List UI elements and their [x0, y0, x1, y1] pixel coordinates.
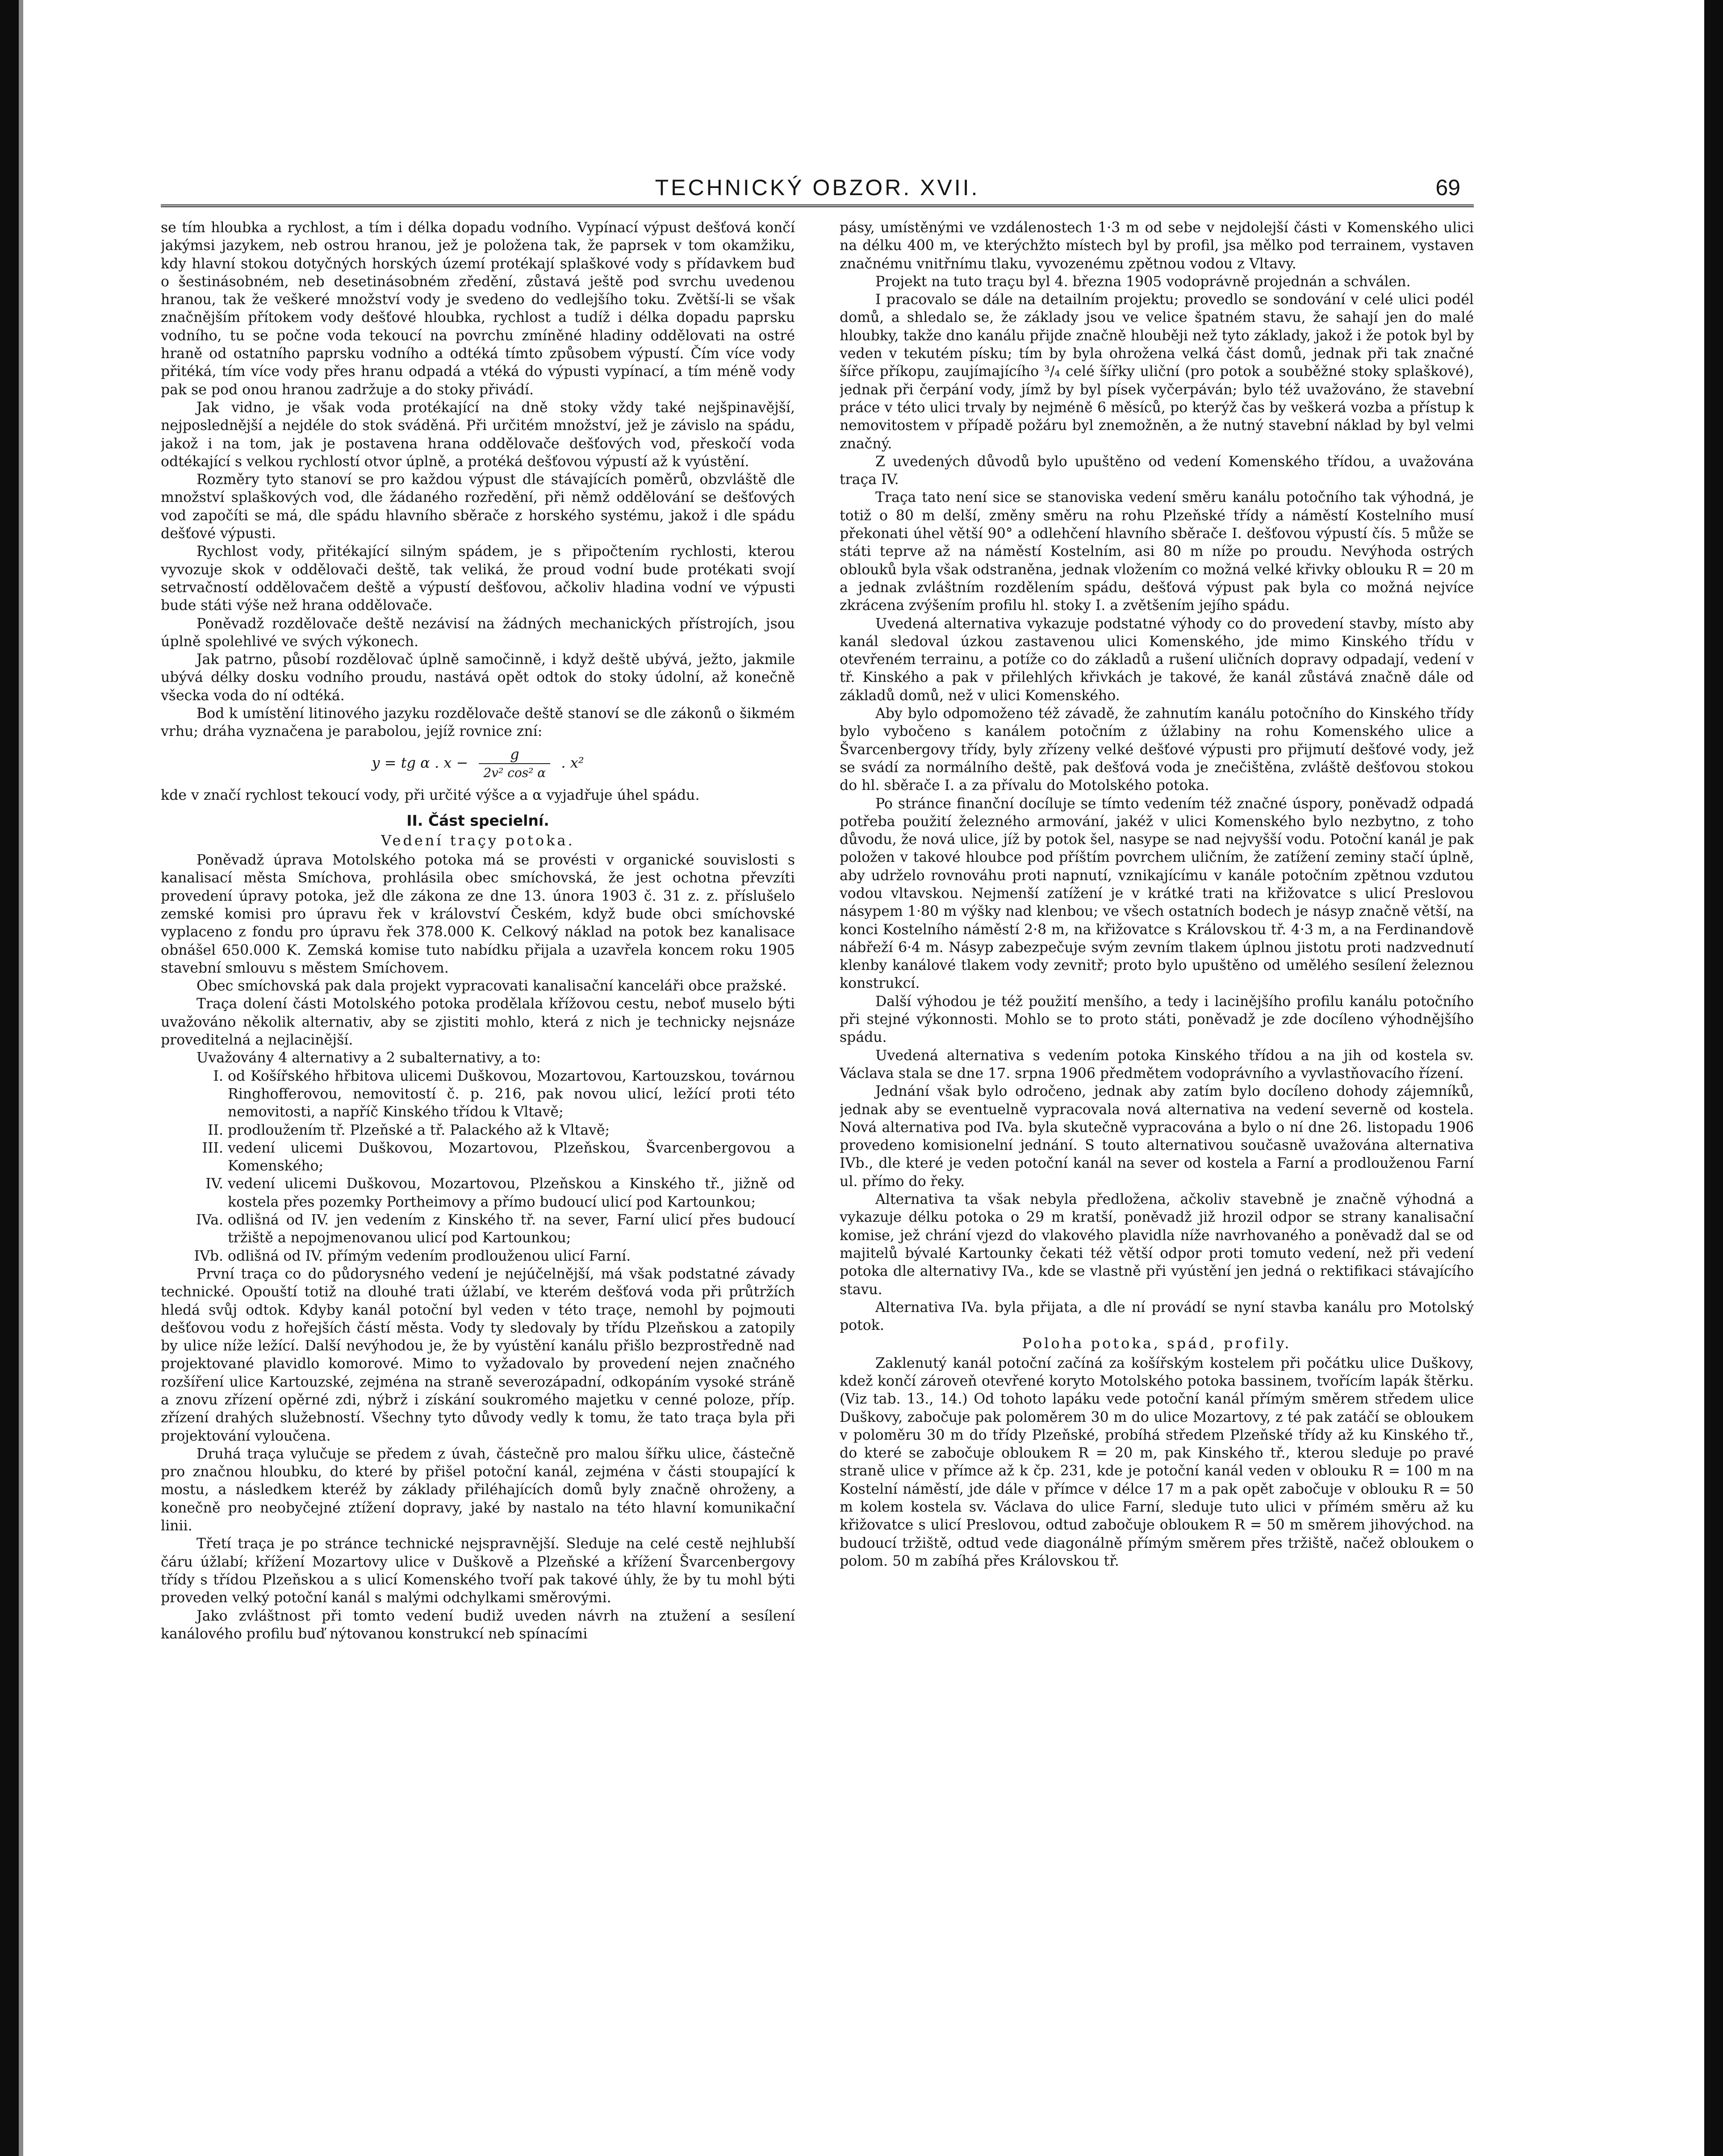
paragraph: Uvažovány 4 alternativy a 2 subalternativy, a to: — [197, 1050, 541, 1066]
journal-title: TECHNICKÝ OBZOR. XVII. — [655, 175, 980, 200]
list-item-label: III. — [202, 1140, 223, 1156]
paragraph: Uvedená alternativa vykazuje podstatné výhody co do provedení stavby, místo aby kanál sledoval úzkou zastavenou ulici Komenského, jde mimo Kinského třídu v otevřeném terrainu, a potíže co do základů a rušení uličních dopravy odpadají, vedení v tř. Kinského a pak v přilehlých křivkách je takové, že kanál zůstává značně dále od základů domů, než v ulici Komenského. — [840, 615, 1474, 704]
equation-fraction — [479, 745, 550, 782]
journal-page — [161, 174, 1474, 1938]
page-number: 69 — [1435, 175, 1460, 200]
paragraph: Rychlost vody, přitékající silným spádem, je s připočtením rychlosti, kterou vyvozuje skok v oddělovači deště, tak veliká, že proud vodní bude protékati svojí setrvačností oddělovačem deště a výpustí dešťovou, ačkoliv hladina vodní ve výpusti bude státi výše než hrana oddělovače. — [161, 543, 795, 614]
paragraph: Zaklenutý kanál potoční začíná za košířským kostelem při počátku ulice Duškovy, kdež končí zároveň otevřené koryto Motolského potoka bassinem, tvořícím lapák štěrku. (Viz tab. 13., 14.) Od tohoto lapáku vede potoční kanál přímým směrem středem ulice Duškovy, zabočuje pak poloměrem 30 m do ulice Mozartovy, z té pak zatáčí se obloukem v poloměru 30 m do třídy Plzeňské, probíhá středem Plzeňské třídy až ku Kinského tř., do které se zabočuje obloukem R = 20 m, pak Kinského tř., kterou sleduje po pravé straně ulice v přímce až k čp. 231, kde je potoční kanál veden v oblouku R = 100 m na Kostelní náměstí, jde dále v přímce v délce 17 m a pak opět zabočuje v oblouku R = 50 m kolem kostela sv. Václava do ulice Farní, sleduje tuto ulici v přímém směru až ku křižovatce s ulicí Preslovou, odtud zabočuje obloukem R = 50 m směrem jihovýchod. na budoucí tržiště, odtud vede diagonálně přímým směrem přes tržiště, načež obloukem o polom. 50 m zabíhá přes Královskou tř. — [840, 1355, 1474, 1569]
paragraph: Jak patrno, působí rozdělovač úplně samočinně, i když deště ubývá, ježto, jakmile ubývá délky dosku vodního proudu, nastává opět odtok do stoky údolní, až konečně všecka voda do ní odtéká. — [161, 652, 795, 704]
paragraph: Poněvadž rozdělovače deště nezávisí na žádných mechanických přístrojích, jsou úplně spolehlivé ve svých výkonech. — [161, 615, 795, 650]
paragraph: Bod k umístění litinového jazyku rozdělovače deště stanoví se dle zákonů o šikmém vrhu; dráha vyznačena je parabolou, jejíž rovnice zní: — [161, 706, 795, 740]
scan-border-right — [1704, 0, 1723, 2156]
list-item — [161, 1121, 795, 1139]
list-item-text: odlišná od IV. přímým vedením prodlouženou ulicí Farní. — [228, 1248, 631, 1264]
list-item-text: vedení ulicemi Duškovou, Mozartovou, Plzeňskou a Kinského tř., jižně od kostela přes pozemky Portheimovy a přímo budoucí ulicí pod Kartounkou; — [228, 1176, 795, 1210]
equation-lhs: y = tg α . x − — [372, 754, 468, 771]
paragraph: I pracovalo se dále na detailním projektu; provedlo se sondování v celé ulici podél domů, a shledalo se, že základy jsou ve velice špatném stavu, že sahají jen do malé hloubky, takže dno kanálu přijde značně hlouběji než tyto základy, jakož i že potok byl by veden v tekutém písku; tím by byla ohrožena velká část domů, jednak při tak značné šířce příkopu, zaujímajícího ³/₄ celé šířky uliční (pro potok a souběžné stoky splaškové), jednak při čerpání vody, jímž by byl písek vyčerpáván; bylo též uvažováno, že stavební práce v této ulici trvaly by nejméně 6 měsíců, po kterýž čas by veškerá vozba a přístup k nemovitostem v případě požáru byl znemožněn, a že nutný stavební náklad by byl velmi značný. — [840, 292, 1474, 452]
paragraph: Traça dolení části Motolského potoka prodělala křížovou cestu, neboť muselo býti uvažováno několik alternativ, aby se zjistiti mohlo, která z nich je technicky nejsnáze proveditelná a nejlacinější. — [161, 996, 795, 1049]
list-item-label: IV. — [205, 1176, 223, 1192]
paragraph: Rozměry tyto stanoví se pro každou výpust dle stávajících poměrů, obzvláště dle množství splaškových vod, dle žádaného rozředění, při němž oddělování se dešťových vod započíti se má, dle spádu hlavního sběrače z horského systému, jakož i dle spádu dešťové výpusti. — [161, 472, 795, 542]
equation-rhs: . x² — [561, 754, 584, 771]
paragraph: Aby bylo odpomoženo též závadě, že zahnutím kanálu potočního do Kinského třídy bylo vybočeno s kanálem potočním z úžlabiny na rohu Komenského ulice a Švarcenbergovy třídy, byly zřízeny velké dešťové výpusti pro přijmutí dešťové vody, jež se svádí za normálního deště, pak dešťová voda je znečištěna, zvláště dešťovou stokou do hl. sběrače I. a za přívalu do Motolského potoka. — [840, 706, 1474, 794]
list-item-text: vedení ulicemi Duškovou, Mozartovou, Plzeňskou, Švarcenbergovou a Komenského; — [228, 1140, 795, 1174]
paragraph: Poněvadž úprava Motolského potoka má se provésti v organické souvislosti s kanalisací města Smíchova, prohlásila obec smíchovská, že jest ochotna převzíti provedení úpravy potoka, jež dle zákona ze dne 13. února 1903 č. 31 z. z. příslušelo zemské komisi pro úpravu řek v království Českém, když bude obci smíchovské vyplaceno z fondu pro úpravu řek 378.000 K. Celkový náklad na potok bez kanalisace obnášel 650.000 K. Zemská komise tuto nabídku přijala a uzavřela koncem roku 1905 stavební smlouvu s městem Smíchovem. — [161, 852, 795, 976]
left-column — [161, 219, 795, 1925]
list-item — [161, 1175, 795, 1211]
paragraph: Jednání však bylo odročeno, jednak aby zatím bylo docíleno dohody zájemníků, jednak aby se eventuelně vypracovala nová alternativa na vedení severně od kostela. Nová alternativa pod IVa. byla skutečně vypracována a bylo o ní dne 26. listopadu 1906 provedeno komisionelní jednání. S touto alternativou současně uvažována alternativa IVb., dle které je veden potoční kanál na sever od kostela a Farní a prodlouženou Farní ul. přímo do řeky. — [840, 1083, 1474, 1190]
paragraph: První traça co do půdorysného vedení je nejúčelnější, má však podstatné závady technické. Opouští totiž na dlouhé trati úžlabí, ve kterém dešťová voda při průtržích hledá svůj odtok. Kdyby kanál potoční byl veden v této traçe, nemohl by pojmouti dešťovou vodu z hořejších částí města. Vody ty sledovaly by třídu Plzeňskou a zatopily by ulice níže ležící. Další nevýhodou je, že by vyústění kanálu přišlo bezprostředně nad projektované plavidlo komorové. Mimo to vyžadovalo by provedení nejen značného rozšíření ulice Kartouzské, zejména na straně severozápadní, odkopáním vysoké stráně a znovu zřízení opěrné zdi, nýbrž i získání soukromého majetku v cenné poloze, příp. zřízení drahých služebností. Všechny tyto důvody vedly k tomu, že tato traça byla při projektování vyloučena. — [161, 1266, 795, 1444]
paragraph: Alternativa ta však nebyla předložena, ačkoliv stavebně je značně výhodná a vykazuje délku potoka o 29 m kratší, poněvadž již hrozil odpor se strany kanalisační komise, jež chrání vjezd do vlakového plavidla níže navrhovaného a poněvadž dal se od majitelů bývalé Kartounky čekati též větší odpor proti tomuto vedení, než při vedení potoka dle alternativy IVa., kde se vlastně při vyústění jen jedná o rektifikaci stávajícího stavu. — [840, 1191, 1474, 1298]
paragraph: pásy, umístěnými ve vzdálenostech 1·3 m od sebe v nejdolejší části v Komenského ulici na délku 400 m, ve kterýchžto místech byl by profil, jsa mělko pod terrainem, vystaven značnému vnitřnímu tlaku, vyvozenému zpětnou vodou z Vltavy. — [840, 220, 1474, 272]
fraction-numerator: g — [479, 745, 550, 764]
scan-border-left — [0, 0, 19, 2156]
right-column — [840, 219, 1474, 1925]
list-item-text: prodloužením tř. Plzeňské a tř. Palackého až k Vltavě; — [228, 1122, 610, 1138]
paragraph: Třetí traça je po stránce technické nejspravnější. Sleduje na celé cestě nejhlubší čáru úžlabí; křížení Mozartovy ulice v Duškově a Plzeňské a křížení Švarcenbergovy třídy s třídou Plzeňskou a s ulicí Komenského tvoří pak takové úhly, že by tu mohl býti proveden velký potoční kanál s malými odchylkami směrovými. — [161, 1536, 795, 1606]
subsection-heading: Poloha potoka, spád, profily. — [1022, 1335, 1292, 1352]
paragraph: Alternativa IVa. byla přijata, a dle ní provádí se nyní stavba kanálu pro Motolský potok. — [840, 1299, 1474, 1334]
paragraph: Projekt na tuto traçu byl 4. března 1905 vodoprávně projednán a schválen. — [875, 273, 1411, 290]
paragraph: Z uvedených důvodů bylo upuštěno od vedení Komenského třídou, a uvažována traça IV. — [840, 453, 1474, 488]
list-item-text: odlišná od IV. jen vedením z Kinského tř. na sever, Farní ulicí přes budoucí tržiště a nepojmenovanou ulicí pod Kartounkou; — [228, 1212, 795, 1246]
paragraph: Traça tato není sice se stanoviska vedení směru kanálu potočního tak výhodná, je totiž o 80 m delší, změny směru na rohu Plzeňské třídy a náměstí Kostelního musí překonati úhel větší 90° a odlehčení hlavního sběrače I. dešťovou výpustí čís. 5 může se státi teprve až na náměstí Kostelním, asi 80 m níže po proudu. Nevýhoda ostrých oblouků byla však odstraněna, jednak vložením co možná velké křivky oblouku R = 20 m a jednak zvláštním rozdělením spádu, dešťová výpust pak byla co možná nejvíce zkrácena zvýšením profilu hl. stoky I. a zvětšením jejího spádu. — [840, 489, 1474, 614]
list-item — [161, 1139, 795, 1175]
paragraph: Po stránce finanční docíluje se tímto vedením též značné úspory, poněvadž odpadá potřeba použití železného armování, jakéž v ulici Komenského bylo nezbytno, z toho důvodu, že nová ulice, jíž by potok šel, nasype se nad nejvyšší vodu. Potoční kanál je pak položen v takové hloubce pod příštím povrchem uličním, že zatížení zeminy stačí úplně, aby udrželo rovnováhu proti napnutí, vznikajícímu v kanále potočním zpětnou vzdutou vodou vltavskou. Nejmenší zatížení je v krátké trati na křižovatce s ulicí Preslovou násypem 1·80 m výšky nad klenbou; ve všech ostatních bodech je násyp značně větší, na konci Kostelního náměstí 2·8 m, na křižovatce s Královskou tř. 4·3 m, a na Ferdinandově nábřeží 6·4 m. Násyp zabezpečuje svým zevním tlakem úplnou jistotu proti nadzvednutí klenby kanálové tlakem vody zevnitř; proto bylo upuštěno od umělého sesílení železnou konstrukcí. — [840, 795, 1474, 992]
list-item-text: od Košířského hřbitova ulicemi Duškovou, Mozartovou, Kartouzskou, továrnou Ringhofferovou, nemovitostí č. p. 216, pak novou ulicí, ležící proti této nemovitosti, a napříč Kinského třídou k Vltavě; — [228, 1068, 795, 1120]
scan-border-shadow — [19, 0, 23, 2156]
paragraph: kde v značí rychlost tekoucí vody, při určité výšce a α vyjadřuje úhel spádu. — [161, 787, 700, 804]
running-header — [161, 174, 1474, 207]
paragraph: Uvedená alternativa s vedením potoka Kinského třídou a na jih od kostela sv. Václava stala se dne 17. srpna 1906 předmětem vodoprávního a vyvlastňovacího řízení. — [840, 1047, 1474, 1082]
subsection-heading: Vedení traçy potoka. — [381, 831, 575, 849]
fraction-denominator: 2v² cos² α — [483, 765, 546, 780]
list-item-label: IVa. — [196, 1212, 223, 1228]
paragraph: Další výhodou je též použití menšího, a tedy i lacinějšího profilu kanálu potočního při stejné výkonnosti. Mohlo se to proto státi, poněvadž je zde docíleno výhodnějšího spádu. — [840, 993, 1474, 1046]
section-heading: II. Část specielní. — [406, 811, 549, 829]
list-item-label: IVb. — [194, 1248, 223, 1264]
paragraph: se tím hloubka a rychlost, a tím i délka dopadu vodního. Vypínací výpust dešťová končí jakýmsi jazykem, neb ostrou hranou, jež je položena tak, že paprsek v tom okamžiku, kdy hlavní stokou dotyčných horských území protékají splaškové vody s přídavkem buď o šestinásobném, neb desetinásobném zředění, zůstavá ještě pod svrchu uvedenou hranou, tak že veškeré množství vody je svedeno do vedlejšího toku. Zvětší-li se však značnějším přítokem vody dešťové hloubka, rychlost a tudíž i délka dopadu paprsku vodního, tu se počne voda tekoucí na povrchu zmíněné hladiny oddělovati na ostré hraně od ostatního paprsku vodního a odtéká tímto způsobem výpustí. Čím více vody přitéká, tím více vody přes hranu odpadá a vtéká do výpusti vypínací, a tím méně vody pak se pod onou hranou zadržuje a do stoky přivádí. — [161, 220, 795, 398]
parabola-equation — [161, 745, 795, 782]
list-item — [161, 1247, 795, 1265]
list-item-label: II. — [208, 1122, 223, 1138]
list-item — [161, 1211, 795, 1247]
list-item — [161, 1067, 795, 1121]
list-item-label: I. — [213, 1068, 223, 1084]
alternatives-list — [161, 1067, 795, 1265]
paragraph: Obec smíchovská pak dala projekt vypracovati kanalisační kanceláři obce pražské. — [197, 978, 787, 994]
paragraph: Druhá traça vylučuje se předem z úvah, částečně pro malou šířku ulice, částečně pro značnou hloubku, do které by přišel potoční kanál, zejména v části stoupající k mostu, a následkem kteréž by základy přiléhajících domů byly značně ohroženy, a konečně pro neobyčejné ztížení dopravy, jaké by nastalo na této hlavní komunikační linii. — [161, 1446, 795, 1534]
paragraph: Jako zvláštnost při tomto vedení budiž uveden návrh na ztužení a sesílení kanálového profilu buď nýtovanou konstrukcí neb spínacími — [161, 1608, 795, 1642]
paragraph: Jak vidno, je však voda protékající na dně stoky vždy také nejšpinavější, nejposlednější a nejdéle do stok sváděná. Při určitém množství, jež je závislo na spádu, jakož i na tom, jak je postavena hrana oddělovače dešťových vod, přeskočí voda odtékající s velkou rychlostí otvor úplně, a protéká dešťovou výpustí až k vyústění. — [161, 399, 795, 470]
